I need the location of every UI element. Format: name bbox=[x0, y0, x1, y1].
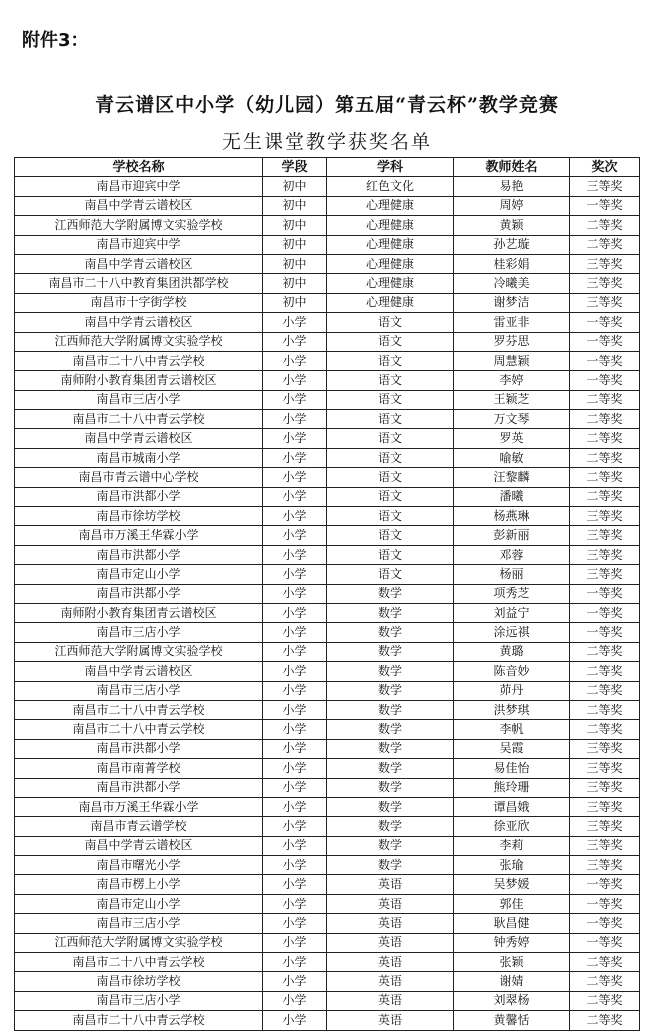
school-name-cell: 南昌市三店小学 bbox=[15, 390, 263, 409]
table-row bbox=[15, 681, 640, 700]
table-row bbox=[15, 332, 640, 351]
award-cell: 三等奖 bbox=[570, 274, 640, 293]
table-row bbox=[15, 429, 640, 448]
table-row bbox=[15, 797, 640, 816]
award-cell: 三等奖 bbox=[570, 797, 640, 816]
stage-cell: 小学 bbox=[263, 468, 327, 487]
teacher-name-cell: 邓蓉 bbox=[454, 545, 570, 564]
subject-cell: 英语 bbox=[327, 933, 454, 952]
award-cell: 一等奖 bbox=[570, 603, 640, 622]
school-name-cell: 南昌市洪都小学 bbox=[15, 487, 263, 506]
table-row bbox=[15, 875, 640, 894]
teacher-name-cell: 张瑜 bbox=[454, 856, 570, 875]
subject-cell: 语文 bbox=[327, 448, 454, 467]
subject-cell: 数学 bbox=[327, 700, 454, 719]
award-cell: 一等奖 bbox=[570, 914, 640, 933]
subject-cell: 英语 bbox=[327, 991, 454, 1010]
school-name-cell: 南昌市十字街学校 bbox=[15, 293, 263, 312]
award-cell: 三等奖 bbox=[570, 507, 640, 526]
school-name-cell: 南师附小教育集团青云谱校区 bbox=[15, 371, 263, 390]
award-cell: 三等奖 bbox=[570, 739, 640, 758]
teacher-name-cell: 罗芬思 bbox=[454, 332, 570, 351]
subject-cell: 数学 bbox=[327, 603, 454, 622]
teacher-name-cell: 孙艺璇 bbox=[454, 235, 570, 254]
stage-cell: 初中 bbox=[263, 216, 327, 235]
stage-cell: 小学 bbox=[263, 507, 327, 526]
stage-cell: 小学 bbox=[263, 351, 327, 370]
award-cell: 一等奖 bbox=[570, 623, 640, 642]
school-name-cell: 南昌中学青云谱校区 bbox=[15, 196, 263, 215]
school-name-cell: 南昌市迎宾中学 bbox=[15, 177, 263, 196]
award-cell: 三等奖 bbox=[570, 836, 640, 855]
school-name-cell: 南昌市定山小学 bbox=[15, 565, 263, 584]
subject-cell: 数学 bbox=[327, 720, 454, 739]
teacher-name-cell: 陈音妙 bbox=[454, 662, 570, 681]
school-name-cell: 南昌市楞上小学 bbox=[15, 875, 263, 894]
stage-cell: 小学 bbox=[263, 778, 327, 797]
table-row bbox=[15, 216, 640, 235]
teacher-name-cell: 谢梦洁 bbox=[454, 293, 570, 312]
school-name-cell: 江西师范大学附属博文实验学校 bbox=[15, 332, 263, 351]
stage-cell: 小学 bbox=[263, 836, 327, 855]
school-name-cell: 南昌中学青云谱校区 bbox=[15, 429, 263, 448]
teacher-name-cell: 万文琴 bbox=[454, 410, 570, 429]
table-row bbox=[15, 565, 640, 584]
stage-cell: 小学 bbox=[263, 856, 327, 875]
school-name-cell: 江西师范大学附属博文实验学校 bbox=[15, 933, 263, 952]
table-row bbox=[15, 545, 640, 564]
table-body bbox=[15, 177, 640, 1030]
award-cell: 一等奖 bbox=[570, 875, 640, 894]
header-subject: 学科 bbox=[327, 158, 454, 177]
table-row bbox=[15, 526, 640, 545]
stage-cell: 初中 bbox=[263, 254, 327, 273]
subject-cell: 心理健康 bbox=[327, 274, 454, 293]
teacher-name-cell: 茆丹 bbox=[454, 681, 570, 700]
subject-cell: 语文 bbox=[327, 332, 454, 351]
table-row bbox=[15, 778, 640, 797]
school-name-cell: 南昌市青云谱中心学校 bbox=[15, 468, 263, 487]
teacher-name-cell: 郭佳 bbox=[454, 894, 570, 913]
table-header-row bbox=[15, 158, 640, 177]
table-row bbox=[15, 700, 640, 719]
subject-cell: 心理健康 bbox=[327, 216, 454, 235]
school-name-cell: 南昌市洪都小学 bbox=[15, 778, 263, 797]
teacher-name-cell: 冷曦美 bbox=[454, 274, 570, 293]
school-name-cell: 南昌市万溪王华霖小学 bbox=[15, 526, 263, 545]
subject-cell: 语文 bbox=[327, 468, 454, 487]
award-cell: 一等奖 bbox=[570, 332, 640, 351]
subject-cell: 语文 bbox=[327, 526, 454, 545]
teacher-name-cell: 周慧颖 bbox=[454, 351, 570, 370]
table-row bbox=[15, 739, 640, 758]
stage-cell: 小学 bbox=[263, 875, 327, 894]
teacher-name-cell: 耿昌健 bbox=[454, 914, 570, 933]
teacher-name-cell: 刘翠杨 bbox=[454, 991, 570, 1010]
school-name-cell: 南昌市三店小学 bbox=[15, 914, 263, 933]
table-row bbox=[15, 623, 640, 642]
attachment-label: 附件3： bbox=[22, 30, 89, 51]
school-name-cell: 南昌市城南小学 bbox=[15, 448, 263, 467]
stage-cell: 小学 bbox=[263, 1011, 327, 1030]
teacher-name-cell: 易佳怡 bbox=[454, 759, 570, 778]
teacher-name-cell: 谭昌娥 bbox=[454, 797, 570, 816]
stage-cell: 小学 bbox=[263, 642, 327, 661]
table-row bbox=[15, 313, 640, 332]
award-cell: 三等奖 bbox=[570, 526, 640, 545]
school-name-cell: 南昌市迎宾中学 bbox=[15, 235, 263, 254]
teacher-name-cell: 涂远祺 bbox=[454, 623, 570, 642]
stage-cell: 小学 bbox=[263, 448, 327, 467]
school-name-cell: 南昌市万溪王华霖小学 bbox=[15, 797, 263, 816]
teacher-name-cell: 桂彩娟 bbox=[454, 254, 570, 273]
subject-cell: 数学 bbox=[327, 681, 454, 700]
school-name-cell: 南昌市二十八中青云学校 bbox=[15, 1011, 263, 1030]
teacher-name-cell: 张颖 bbox=[454, 953, 570, 972]
school-name-cell: 南昌市洪都小学 bbox=[15, 739, 263, 758]
stage-cell: 小学 bbox=[263, 681, 327, 700]
stage-cell: 小学 bbox=[263, 972, 327, 991]
stage-cell: 小学 bbox=[263, 371, 327, 390]
school-name-cell: 南昌中学青云谱校区 bbox=[15, 254, 263, 273]
subject-cell: 心理健康 bbox=[327, 254, 454, 273]
table-row bbox=[15, 662, 640, 681]
award-cell: 三等奖 bbox=[570, 177, 640, 196]
stage-cell: 小学 bbox=[263, 603, 327, 622]
teacher-name-cell: 洪梦琪 bbox=[454, 700, 570, 719]
school-name-cell: 南昌市二十八中青云学校 bbox=[15, 700, 263, 719]
teacher-name-cell: 李婷 bbox=[454, 371, 570, 390]
table-row bbox=[15, 371, 640, 390]
table-row bbox=[15, 856, 640, 875]
subject-cell: 语文 bbox=[327, 507, 454, 526]
teacher-name-cell: 吴霞 bbox=[454, 739, 570, 758]
award-cell: 二等奖 bbox=[570, 468, 640, 487]
award-cell: 二等奖 bbox=[570, 1011, 640, 1030]
stage-cell: 初中 bbox=[263, 274, 327, 293]
table-row bbox=[15, 603, 640, 622]
school-name-cell: 南昌市定山小学 bbox=[15, 894, 263, 913]
teacher-name-cell: 吴梦媛 bbox=[454, 875, 570, 894]
stage-cell: 初中 bbox=[263, 196, 327, 215]
stage-cell: 小学 bbox=[263, 623, 327, 642]
stage-cell: 小学 bbox=[263, 914, 327, 933]
table-row bbox=[15, 933, 640, 952]
award-cell: 一等奖 bbox=[570, 351, 640, 370]
stage-cell: 小学 bbox=[263, 700, 327, 719]
teacher-name-cell: 王颖芝 bbox=[454, 390, 570, 409]
teacher-name-cell: 谢婧 bbox=[454, 972, 570, 991]
teacher-name-cell: 彭新丽 bbox=[454, 526, 570, 545]
award-cell: 三等奖 bbox=[570, 817, 640, 836]
school-name-cell: 南昌市二十八中青云学校 bbox=[15, 953, 263, 972]
subject-cell: 数学 bbox=[327, 856, 454, 875]
subject-cell: 语文 bbox=[327, 410, 454, 429]
subject-cell: 心理健康 bbox=[327, 235, 454, 254]
subject-cell: 数学 bbox=[327, 759, 454, 778]
table-row bbox=[15, 235, 640, 254]
table-row bbox=[15, 991, 640, 1010]
school-name-cell: 南昌中学青云谱校区 bbox=[15, 313, 263, 332]
stage-cell: 小学 bbox=[263, 565, 327, 584]
subject-cell: 语文 bbox=[327, 565, 454, 584]
subject-cell: 英语 bbox=[327, 914, 454, 933]
subject-cell: 数学 bbox=[327, 623, 454, 642]
award-cell: 三等奖 bbox=[570, 759, 640, 778]
stage-cell: 小学 bbox=[263, 817, 327, 836]
stage-cell: 小学 bbox=[263, 953, 327, 972]
header-stage: 学段 bbox=[263, 158, 327, 177]
school-name-cell: 南昌市二十八中青云学校 bbox=[15, 720, 263, 739]
table-row bbox=[15, 254, 640, 273]
stage-cell: 初中 bbox=[263, 235, 327, 254]
teacher-name-cell: 周婷 bbox=[454, 196, 570, 215]
table-row bbox=[15, 274, 640, 293]
school-name-cell: 南昌市青云谱学校 bbox=[15, 817, 263, 836]
stage-cell: 小学 bbox=[263, 894, 327, 913]
subject-cell: 英语 bbox=[327, 953, 454, 972]
subject-cell: 数学 bbox=[327, 778, 454, 797]
stage-cell: 小学 bbox=[263, 313, 327, 332]
subject-cell: 数学 bbox=[327, 662, 454, 681]
award-cell: 二等奖 bbox=[570, 429, 640, 448]
teacher-name-cell: 易艳 bbox=[454, 177, 570, 196]
award-cell: 三等奖 bbox=[570, 545, 640, 564]
award-cell: 二等奖 bbox=[570, 972, 640, 991]
school-name-cell: 南昌市南菁学校 bbox=[15, 759, 263, 778]
subject-cell: 语文 bbox=[327, 313, 454, 332]
school-name-cell: 南昌市洪都小学 bbox=[15, 545, 263, 564]
table-row bbox=[15, 894, 640, 913]
table-row bbox=[15, 584, 640, 603]
school-name-cell: 南昌市徐坊学校 bbox=[15, 507, 263, 526]
school-name-cell: 南昌市三店小学 bbox=[15, 991, 263, 1010]
teacher-name-cell: 李帆 bbox=[454, 720, 570, 739]
award-cell: 二等奖 bbox=[570, 216, 640, 235]
teacher-name-cell: 汪黎麟 bbox=[454, 468, 570, 487]
table-row bbox=[15, 487, 640, 506]
award-cell: 一等奖 bbox=[570, 371, 640, 390]
table-row bbox=[15, 196, 640, 215]
award-cell: 三等奖 bbox=[570, 565, 640, 584]
stage-cell: 小学 bbox=[263, 662, 327, 681]
award-cell: 三等奖 bbox=[570, 254, 640, 273]
award-cell: 二等奖 bbox=[570, 390, 640, 409]
award-cell: 二等奖 bbox=[570, 448, 640, 467]
award-cell: 二等奖 bbox=[570, 700, 640, 719]
award-table bbox=[14, 157, 640, 1031]
school-name-cell: 南昌市二十八中教育集团洪都学校 bbox=[15, 274, 263, 293]
table-row bbox=[15, 817, 640, 836]
award-cell: 一等奖 bbox=[570, 313, 640, 332]
school-name-cell: 南昌市二十八中青云学校 bbox=[15, 410, 263, 429]
subject-cell: 心理健康 bbox=[327, 196, 454, 215]
teacher-name-cell: 黄颖 bbox=[454, 216, 570, 235]
stage-cell: 小学 bbox=[263, 720, 327, 739]
teacher-name-cell: 雷亚非 bbox=[454, 313, 570, 332]
teacher-name-cell: 李莉 bbox=[454, 836, 570, 855]
school-name-cell: 南昌中学青云谱校区 bbox=[15, 662, 263, 681]
table-row bbox=[15, 953, 640, 972]
award-cell: 二等奖 bbox=[570, 410, 640, 429]
table-row bbox=[15, 468, 640, 487]
table-row bbox=[15, 351, 640, 370]
table-row bbox=[15, 972, 640, 991]
award-cell: 一等奖 bbox=[570, 894, 640, 913]
stage-cell: 小学 bbox=[263, 390, 327, 409]
teacher-name-cell: 喻敏 bbox=[454, 448, 570, 467]
subject-cell: 语文 bbox=[327, 429, 454, 448]
school-name-cell: 南昌市洪都小学 bbox=[15, 584, 263, 603]
stage-cell: 小学 bbox=[263, 332, 327, 351]
subject-cell: 红色文化 bbox=[327, 177, 454, 196]
award-cell: 二等奖 bbox=[570, 953, 640, 972]
stage-cell: 小学 bbox=[263, 410, 327, 429]
school-name-cell: 南昌中学青云谱校区 bbox=[15, 836, 263, 855]
table-row bbox=[15, 759, 640, 778]
award-cell: 三等奖 bbox=[570, 856, 640, 875]
table-row bbox=[15, 1011, 640, 1030]
header-school: 学校名称 bbox=[15, 158, 263, 177]
header-award: 奖次 bbox=[570, 158, 640, 177]
award-cell: 二等奖 bbox=[570, 235, 640, 254]
table-row bbox=[15, 390, 640, 409]
school-name-cell: 南师附小教育集团青云谱校区 bbox=[15, 603, 263, 622]
subject-cell: 语文 bbox=[327, 371, 454, 390]
teacher-name-cell: 罗英 bbox=[454, 429, 570, 448]
stage-cell: 小学 bbox=[263, 526, 327, 545]
teacher-name-cell: 项秀芝 bbox=[454, 584, 570, 603]
subject-cell: 英语 bbox=[327, 894, 454, 913]
subject-cell: 语文 bbox=[327, 351, 454, 370]
subject-cell: 英语 bbox=[327, 972, 454, 991]
teacher-name-cell: 潘曦 bbox=[454, 487, 570, 506]
school-name-cell: 江西师范大学附属博文实验学校 bbox=[15, 642, 263, 661]
stage-cell: 初中 bbox=[263, 293, 327, 312]
subject-cell: 数学 bbox=[327, 797, 454, 816]
stage-cell: 小学 bbox=[263, 545, 327, 564]
teacher-name-cell: 熊玲珊 bbox=[454, 778, 570, 797]
stage-cell: 初中 bbox=[263, 177, 327, 196]
award-cell: 一等奖 bbox=[570, 584, 640, 603]
award-cell: 一等奖 bbox=[570, 196, 640, 215]
table-row bbox=[15, 177, 640, 196]
award-cell: 一等奖 bbox=[570, 933, 640, 952]
stage-cell: 小学 bbox=[263, 429, 327, 448]
award-cell: 二等奖 bbox=[570, 720, 640, 739]
school-name-cell: 南昌市三店小学 bbox=[15, 623, 263, 642]
stage-cell: 小学 bbox=[263, 797, 327, 816]
teacher-name-cell: 徐亚欣 bbox=[454, 817, 570, 836]
award-cell: 二等奖 bbox=[570, 991, 640, 1010]
subject-cell: 数学 bbox=[327, 817, 454, 836]
teacher-name-cell: 黄璐 bbox=[454, 642, 570, 661]
document-title: 青云谱区中小学（幼儿园）第五届“青云杯”教学竞赛 bbox=[95, 94, 559, 116]
table-row bbox=[15, 720, 640, 739]
stage-cell: 小学 bbox=[263, 991, 327, 1010]
subject-cell: 语文 bbox=[327, 545, 454, 564]
table-row bbox=[15, 448, 640, 467]
subject-cell: 英语 bbox=[327, 875, 454, 894]
award-cell: 二等奖 bbox=[570, 487, 640, 506]
award-cell: 二等奖 bbox=[570, 681, 640, 700]
award-cell: 二等奖 bbox=[570, 642, 640, 661]
teacher-name-cell: 黄馨恬 bbox=[454, 1011, 570, 1030]
school-name-cell: 南昌市曙光小学 bbox=[15, 856, 263, 875]
stage-cell: 小学 bbox=[263, 584, 327, 603]
stage-cell: 小学 bbox=[263, 933, 327, 952]
award-cell: 三等奖 bbox=[570, 293, 640, 312]
school-name-cell: 南昌市三店小学 bbox=[15, 681, 263, 700]
teacher-name-cell: 杨丽 bbox=[454, 565, 570, 584]
school-name-cell: 江西师范大学附属博文实验学校 bbox=[15, 216, 263, 235]
subject-cell: 语文 bbox=[327, 487, 454, 506]
subject-cell: 数学 bbox=[327, 642, 454, 661]
table-row bbox=[15, 914, 640, 933]
school-name-cell: 南昌市二十八中青云学校 bbox=[15, 351, 263, 370]
award-cell: 二等奖 bbox=[570, 662, 640, 681]
stage-cell: 小学 bbox=[263, 739, 327, 758]
subject-cell: 心理健康 bbox=[327, 293, 454, 312]
table-row bbox=[15, 507, 640, 526]
header-teacher: 教师姓名 bbox=[454, 158, 570, 177]
stage-cell: 小学 bbox=[263, 487, 327, 506]
school-name-cell: 南昌市徐坊学校 bbox=[15, 972, 263, 991]
teacher-name-cell: 钟秀婷 bbox=[454, 933, 570, 952]
teacher-name-cell: 杨燕琳 bbox=[454, 507, 570, 526]
table-row bbox=[15, 410, 640, 429]
subject-cell: 数学 bbox=[327, 584, 454, 603]
subject-cell: 语文 bbox=[327, 390, 454, 409]
table-row bbox=[15, 642, 640, 661]
table-row bbox=[15, 836, 640, 855]
teacher-name-cell: 刘益宁 bbox=[454, 603, 570, 622]
subject-cell: 数学 bbox=[327, 836, 454, 855]
subject-cell: 英语 bbox=[327, 1011, 454, 1030]
subject-cell: 数学 bbox=[327, 739, 454, 758]
award-cell: 三等奖 bbox=[570, 778, 640, 797]
document-subtitle: 无生课堂教学获奖名单 bbox=[221, 131, 432, 153]
stage-cell: 小学 bbox=[263, 759, 327, 778]
table-row bbox=[15, 293, 640, 312]
